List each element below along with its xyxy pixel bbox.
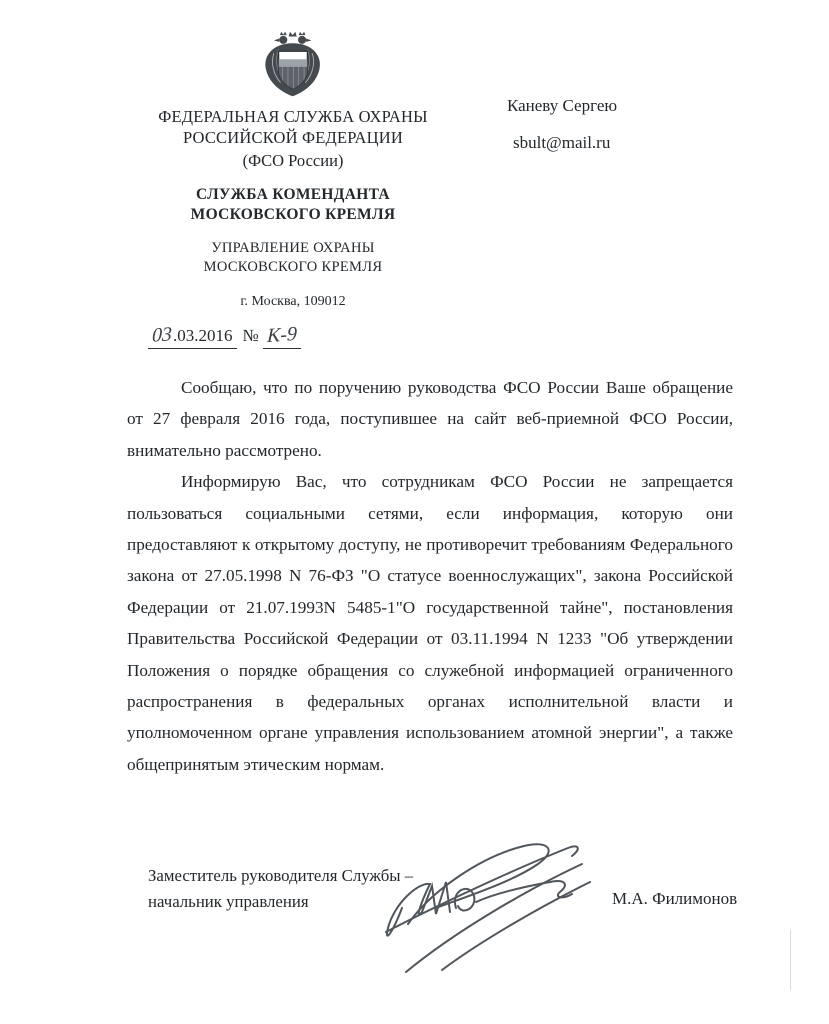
scan-artifact-line (790, 930, 791, 990)
letter-body (127, 372, 733, 780)
signer-title-line2: начальник управления (148, 891, 309, 911)
body-paragraph-2: Информирую Вас, что сотрудникам ФСО России не запрещается пользоваться социальными сетями, если информация, которую они предоставляют к открытому доступу, не противоречит требованиям Федерального закона от 27.05.1998 N 76-ФЗ "О статусе военнослужащих", закона Российской Федерации от 21.07.1993N 5485-1"О государственной тайне", постановления Правительства Российской Федерации от 03.11.1994 N 1233 "Об утверждении Положения о порядке обращения со служебной информацией ограниченного распространения в федеральных органах исполнительной власти и уполномоченном органе управления использованием атомной энергии", а также общепринятым этическим нормам. (127, 472, 733, 774)
number-sign: № (242, 326, 259, 345)
org-name-line2: РОССИЙСКОЙ ФЕДЕРАЦИИ (182, 128, 404, 147)
handwritten-outgoing-number: К-9 (266, 322, 298, 348)
division-line2: МОСКОВСКОГО КРЕМЛЯ (203, 259, 383, 275)
city-postal-line: г. Москва, 109012 (240, 294, 346, 309)
date-and-number-line (118, 324, 468, 349)
department-line1: СЛУЖБА КОМЕНДАНТА (196, 186, 390, 203)
signer-name: М.А. Филимонов (612, 889, 738, 908)
typed-date: .03.2016 (173, 326, 233, 345)
department-line2: МОСКОВСКОГО КРЕМЛЯ (190, 206, 396, 223)
division-line1: УПРАВЛЕНИЕ ОХРАНЫ (211, 240, 375, 256)
org-name-line1: ФЕДЕРАЛЬНАЯ СЛУЖБА ОХРАНЫ (158, 107, 428, 126)
letterhead (118, 30, 468, 349)
recipient-name: Каневу Сергею (507, 96, 618, 115)
fso-eagle-emblem-icon (118, 30, 468, 98)
recipient-email: sbult@mail.ru (513, 133, 611, 152)
body-paragraph-1: Сообщаю, что по поручению руководства ФСО России Ваше обращение от 27 февраля 2016 года, поступившее на сайт веб-приемной ФСО России, внимательно рассмотрено. (127, 378, 733, 460)
signer-title-line1: Заместитель руководителя Службы – (148, 866, 414, 885)
org-abbreviation: (ФСО России) (242, 151, 344, 170)
handwritten-signature-icon (372, 812, 607, 977)
recipient-block (507, 96, 617, 153)
handwritten-day: 03 (151, 323, 173, 347)
